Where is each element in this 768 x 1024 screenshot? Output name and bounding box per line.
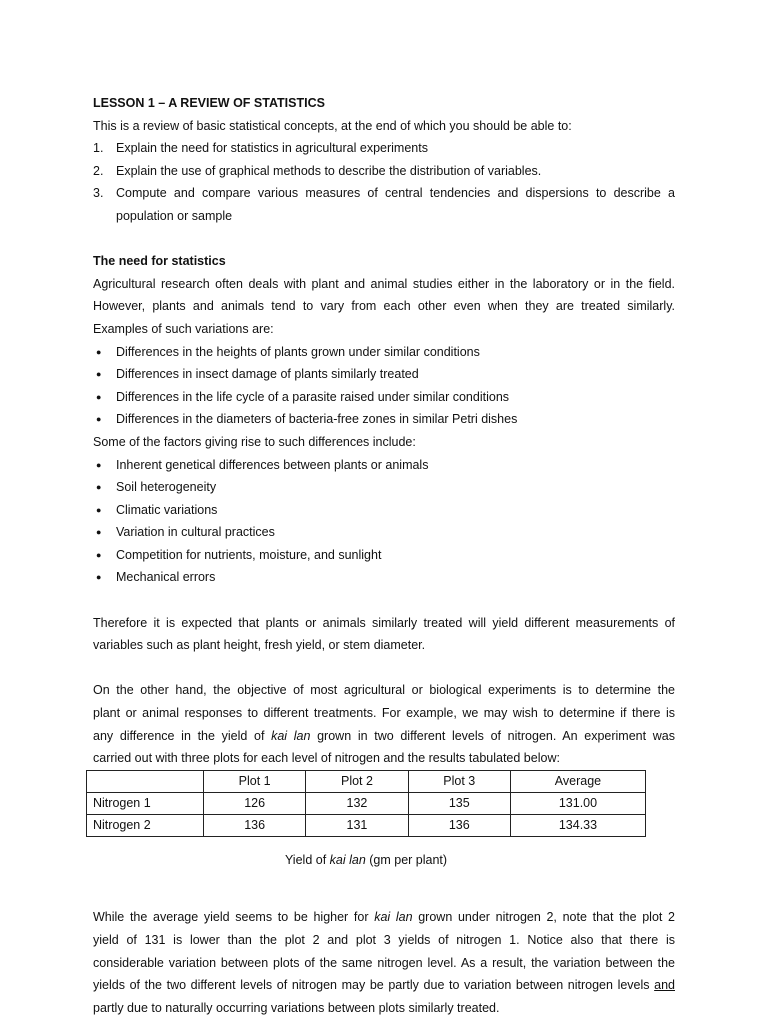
list-item	[93, 499, 675, 522]
intro-text: This is a review of basic statistical concepts, at the end of which you should be able to:	[93, 118, 572, 133]
row-label: Nitrogen 2	[87, 814, 204, 836]
table-cell: 131	[306, 814, 408, 836]
bullet-icon: ●	[96, 482, 102, 493]
item-number: 2.	[93, 163, 104, 178]
list-item	[93, 566, 675, 589]
table-cell: 135	[408, 792, 510, 814]
section-heading: The need for statistics	[93, 254, 226, 269]
list-item	[93, 160, 675, 183]
species-name: kai lan	[271, 728, 311, 743]
item-text: Explain the use of graphical methods to describe the distribution of variables.	[116, 163, 542, 178]
table-header-row	[87, 770, 646, 792]
table-cell: 136	[408, 814, 510, 836]
list-item	[93, 454, 675, 477]
yield-table	[86, 770, 646, 837]
item-number: 3.	[93, 186, 104, 201]
paragraph-line: considerable variation between plots of the same nitrogen level. As a result, the variation between the	[93, 955, 675, 970]
table-cell: 131.00	[510, 792, 645, 814]
item-text: Mechanical errors	[116, 570, 216, 585]
table-cell: 136	[204, 814, 306, 836]
lesson-title: LESSON 1 – A REVIEW OF STATISTICS	[93, 96, 325, 110]
item-text: Climatic variations	[116, 502, 218, 517]
bullet-icon: ●	[96, 459, 102, 470]
factors-list	[93, 454, 675, 590]
bullet-icon: ●	[96, 346, 102, 357]
bullet-icon: ●	[96, 572, 102, 583]
item-text: Variation in cultural practices	[116, 525, 275, 540]
paragraph-line: However, plants and animals tend to vary from each other even when they are treated similarly.	[93, 299, 675, 314]
bullet-icon: ●	[96, 391, 102, 402]
list-item	[93, 137, 675, 160]
paragraph-line: Agricultural research often deals with plant and animal studies either in the laboratory or in the field.	[93, 276, 675, 291]
variations-list	[93, 341, 675, 431]
paragraph-line: yields of the two different levels of nitrogen may be partly due to variation between nitrogen levels and	[93, 978, 675, 993]
objectives-list	[93, 137, 675, 227]
table-header-cell: Plot 2	[306, 770, 408, 792]
item-text: Differences in the heights of plants grown under similar conditions	[116, 344, 480, 359]
list-item	[93, 544, 675, 567]
table-header-cell	[87, 770, 204, 792]
item-number: 1.	[93, 141, 104, 156]
paragraph-line: variables such as plant height, fresh yield, or stem diameter.	[93, 638, 426, 653]
item-text: Explain the need for statistics in agricultural experiments	[116, 141, 428, 156]
paragraph-line: Examples of such variations are:	[93, 321, 274, 336]
paragraph-line: plant or animal responses to different treatments. For example, we may wish to determine if there is	[93, 706, 675, 721]
item-text: Compute and compare various measures of central tendencies and dispersions to describe a	[116, 186, 675, 201]
item-text: Competition for nutrients, moisture, and sunlight	[116, 547, 382, 562]
bullet-icon: ●	[96, 369, 102, 380]
paragraph-line: carried out with three plots for each level of nitrogen and the results tabulated below:	[93, 751, 560, 766]
underlined-word: and	[654, 978, 675, 993]
list-item	[93, 363, 675, 386]
item-text: Differences in the life cycle of a parasite raised under similar conditions	[116, 389, 510, 404]
item-text: Soil heterogeneity	[116, 480, 217, 495]
table-cell: 134.33	[510, 814, 645, 836]
paragraph-line: partly due to naturally occurring variations between plots similarly treated.	[93, 1000, 500, 1015]
bullet-icon: ●	[96, 414, 102, 425]
item-text: Differences in insect damage of plants similarly treated	[116, 367, 419, 382]
row-label: Nitrogen 1	[87, 792, 204, 814]
table-row	[87, 792, 646, 814]
table-row	[87, 814, 646, 836]
paragraph-line: any difference in the yield of kai lan grown in two different levels of nitrogen. An experiment was	[93, 728, 676, 743]
paragraph-line: While the average yield seems to be higher for kai lan grown under nitrogen 2, note that the plot 2	[93, 910, 676, 925]
list-item	[93, 182, 675, 205]
table-cell: 132	[306, 792, 408, 814]
bullet-icon: ●	[96, 549, 102, 560]
list-item	[93, 341, 675, 364]
list-item	[93, 476, 675, 499]
species-name: kai lan	[374, 910, 413, 925]
item-text-continued: population or sample	[116, 208, 233, 223]
table-caption: Yield of kai lan (gm per plant)	[284, 853, 448, 868]
document-body	[93, 92, 675, 1019]
item-text: Differences in the diameters of bacteria-free zones in similar Petri dishes	[116, 412, 518, 427]
list-item	[93, 521, 675, 544]
table-header-cell: Plot 1	[204, 770, 306, 792]
item-text: Inherent genetical differences between plants or animals	[116, 457, 429, 472]
table-header-cell: Average	[510, 770, 645, 792]
bullet-icon: ●	[96, 527, 102, 538]
factors-intro: Some of the factors giving rise to such differences include:	[93, 434, 416, 449]
table-header-cell: Plot 3	[408, 770, 510, 792]
bullet-icon: ●	[96, 504, 102, 515]
paragraph-line: On the other hand, the objective of most agricultural or biological experiments is to determine the	[93, 683, 675, 698]
paragraph-line: Therefore it is expected that plants or animals similarly treated will yield different measurements of	[93, 615, 675, 630]
table-cell: 126	[204, 792, 306, 814]
list-item	[93, 408, 675, 431]
list-item	[93, 386, 675, 409]
paragraph-line: yield of 131 is lower than the plot 2 and plot 3 yields of nitrogen 1. Notice also that there is	[93, 933, 675, 947]
